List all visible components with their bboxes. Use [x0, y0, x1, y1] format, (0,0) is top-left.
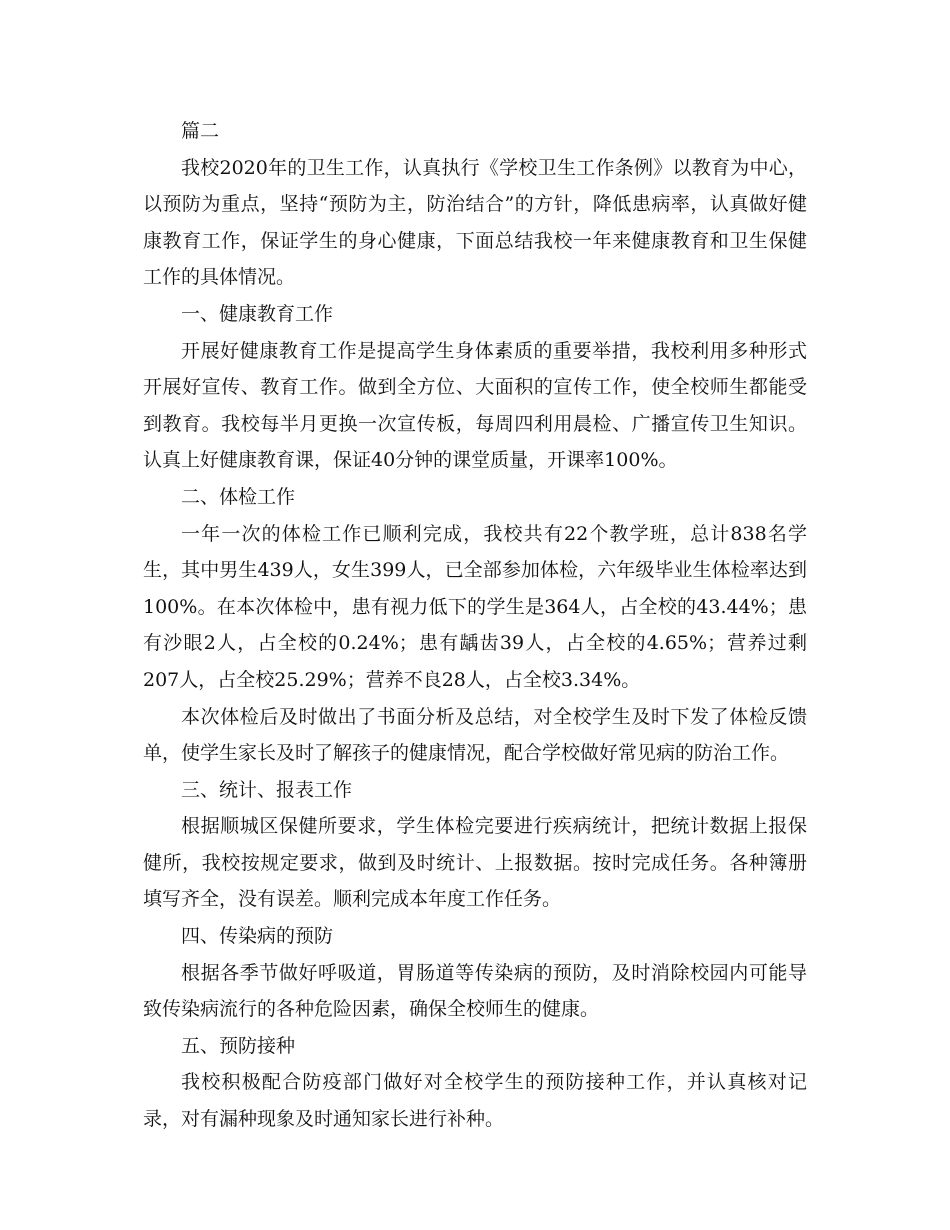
- paragraph-examination-followup: 本次体检后及时做出了书面分析及总结，对全校学生及时下发了体检反馈单，使学生家长及时了解孩子的健康情况，配合学校做好常见病的防治工作。: [143, 705, 807, 765]
- heading-vaccination: 五、预防接种: [181, 1034, 296, 1057]
- section-title-part-two: 篇二: [181, 120, 220, 142]
- paragraph-vaccination: 我校积极配合防疫部门做好对全校学生的预防接种工作，并认真核对记录，对有漏种现象及时通知家长进行补种。: [143, 1071, 807, 1131]
- paragraph-health-education: 开展好健康教育工作是提高学生身体素质的重要举措，我校利用多种形式开展好宣传、教育工作。做到全方位、大面积的宣传工作，使全校师生都能受到教育。我校每半月更换一次宣传板，每周四利用晨检、广播宣传卫生知识。认真上好健康教育课，保证40分钟的课堂质量，开课率100%。: [143, 339, 807, 472]
- intro-paragraph: 我校2020年的卫生工作，认真执行《学校卫生工作条例》以教育为中心，以预防为重点，坚持“预防为主，防治结合”的方针，降低患病率，认真做好健康教育工作，保证学生的身心健康，下面总结我校一年来健康教育和卫生保健工作的具体情况。: [143, 156, 807, 289]
- paragraph-statistics-reports: 根据顺城区保健所要求，学生体检完要进行疾病统计，把统计数据上报保健所，我校按规定要求，做到及时统计、上报数据。按时完成任务。各种簿册填写齐全，没有误差。顺利完成本年度工作任务。: [143, 815, 807, 911]
- heading-physical-examination: 二、体检工作: [181, 485, 296, 508]
- heading-infectious-disease-prevention: 四、传染病的预防: [181, 925, 334, 948]
- paragraph-physical-examination-results: 一年一次的体检工作已顺利完成，我校共有22个教学班，总计838名学生，其中男生439人，女生399人，已全部参加体检，六年级毕业生体检率达到100%。在本次体检中，患有视力低下的学生是364人，占全校的43.44%；患有沙眼2人，占全校的0.24%；患有龋齿39人，占全校的4.65%；营养过剩207人，占全校25.29%；营养不良28人，占全校3.34%。: [143, 522, 807, 691]
- heading-statistics-reports: 三、统计、报表工作: [181, 778, 353, 801]
- paragraph-infectious-disease-prevention: 根据各季节做好呼吸道，胃肠道等传染病的预防，及时消除校园内可能导致传染病流行的各种危险因素，确保全校师生的健康。: [143, 961, 807, 1021]
- document-page: [143, 113, 807, 1138]
- heading-health-education: 一、健康教育工作: [181, 302, 334, 325]
